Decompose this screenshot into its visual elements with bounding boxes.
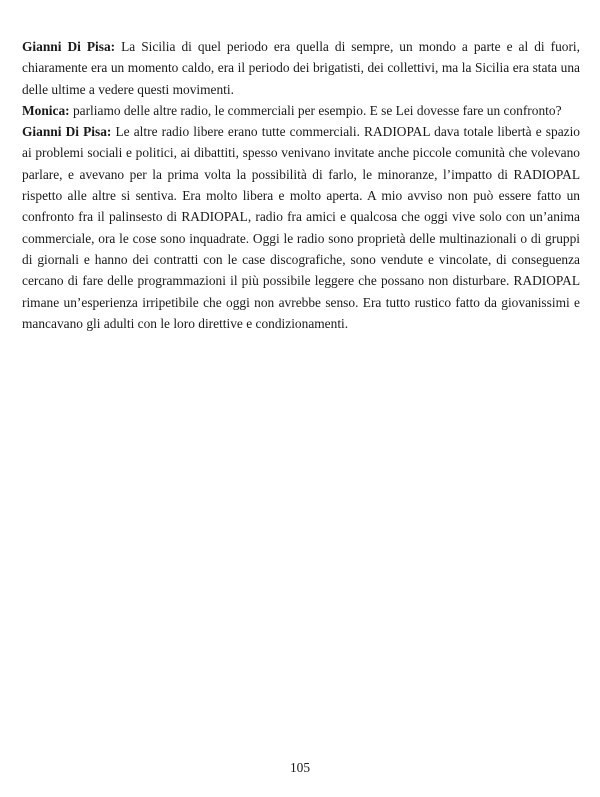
speaker-label: Monica: [22, 102, 70, 118]
document-body [22, 36, 580, 334]
paragraph-text: La Sicilia di quel periodo era quella di sempre, un mondo a parte e al di fuori, chiaramente era un momento caldo, era il periodo dei brigatisti, dei collettivi, ma la Sicilia era stata una delle ultime a vedere questi movimenti. [22, 39, 580, 97]
page-number: 105 [289, 760, 311, 775]
paragraph-text: Le altre radio libere erano tutte commerciali. RADIOPAL dava totale libertà e spazio ai problemi sociali e politici, ai dibattiti, spesso venivano invitate anche piccole comunità che volevano parlare, e avevano per la prima volta la possibilità di farlo, le minoranze, l’impatto di RADIOPAL rispetto alle altre si sentiva. Era molto libera e molto aperta. A mio avviso non può essere fatto un confronto fra il palinsesto di RADIOPAL, radio fra amici e qualcosa che oggi vive solo con un’anima commerciale, ora le cose sono inquadrate. Oggi le radio sono proprietà delle multinazionali o di gruppi di giornali e hanno dei contratti con le case discografiche, sono vendute e vincolate, di conseguenza cercano di fare delle programmazioni il più possibile leggere che possano non disturbare. RADIOPAL rimane un’esperienza irripetibile che oggi non avrebbe senso. Era tutto rustico fatto da giovanissimi e mancavano gli adulti con le loro direttive e condizionamenti. [22, 124, 580, 331]
paragraph-answer-sicilia [22, 36, 580, 100]
speaker-label: Gianni Di Pisa: [22, 39, 116, 54]
paragraph-text: parliamo delle altre radio, le commerciali per esempio. E se Lei dovesse fare un confronto? [69, 102, 562, 118]
paragraph-question-radio [22, 100, 580, 121]
speaker-label: Gianni Di Pisa: [22, 124, 112, 140]
paragraph-answer-radiopal [22, 121, 580, 334]
